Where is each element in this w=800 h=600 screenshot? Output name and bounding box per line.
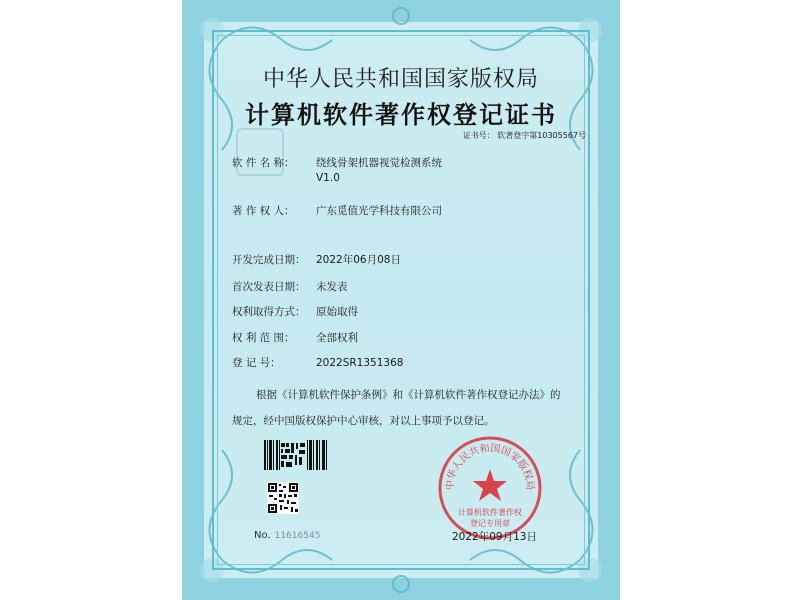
seal-inner-line-2: 登记专用章 (470, 519, 510, 528)
serial-prefix: No. (254, 530, 271, 541)
field-label: 著 作 权 人： (232, 205, 295, 217)
field-value: 2022SR1351368 (316, 357, 404, 369)
statement (232, 382, 582, 434)
field-value: 2022年06月08日 (316, 254, 401, 266)
serial-value: 11616545 (274, 531, 321, 541)
field-copyright-owner (232, 203, 442, 218)
field-label: 首次发表日期： (232, 281, 306, 293)
field-label: 开发完成日期： (232, 254, 306, 266)
field-registration-number (232, 355, 403, 370)
field-label: 登 记 号： (232, 357, 281, 369)
official-seal-stamp (437, 435, 543, 541)
barcode-icon (264, 440, 328, 470)
star-icon (473, 469, 507, 501)
field-completion-date (232, 252, 401, 267)
field-value: 广东觅值光学科技有限公司 (316, 205, 442, 217)
field-publication-date (232, 279, 348, 294)
field-acquisition-method (232, 304, 358, 319)
qr-code-icon (267, 482, 299, 514)
field-rights-scope (232, 330, 358, 345)
issue-date: 2022年09月13日 (452, 531, 537, 543)
field-value-version: V1.0 (316, 172, 340, 184)
issuer-title: 中华人民共和国国家版权局 (262, 67, 539, 92)
certificate (182, 0, 620, 600)
seal-inner-line-1: 计算机软件著作权 (458, 508, 522, 517)
field-value: 未发表 (316, 281, 348, 293)
serial-number (254, 530, 320, 541)
field-software-name (232, 155, 442, 184)
field-label: 权 利 范 围： (232, 332, 295, 344)
field-value: 绕线骨架机器视觉检测系统 (316, 157, 442, 169)
field-value: 原始取得 (316, 306, 358, 318)
certificate-number: 证书号： 软著登字第10305567号 (462, 131, 586, 140)
field-label: 软 件 名 称： (232, 157, 295, 169)
field-value: 全部权利 (316, 332, 358, 344)
certificate-title: 计算机软件著作权登记证书 (245, 100, 557, 129)
statement-line-1: 根据《计算机软件保护条例》和《计算机软件著作权登记办法》的 (256, 389, 561, 401)
field-label: 权利取得方式： (232, 306, 306, 318)
statement-line-2: 规定，经中国版权保护中心审核，对以上事项予以登记。 (232, 415, 495, 427)
seal-ring-text: 中华人民共和国国家版权局 (444, 443, 536, 491)
